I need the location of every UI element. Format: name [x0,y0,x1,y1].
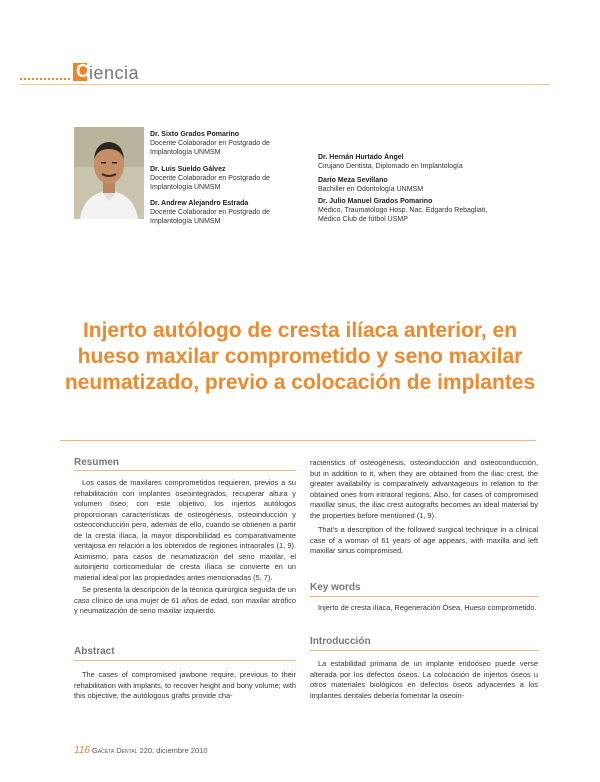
keywords-text: Injerto de cresta ilíaca, Regeneración Ósea, Hueso comprometido. [318,603,537,612]
intro-body [310,659,538,701]
author-role: Docente Colaborador en Postgrado de Implantología UNMSM [150,209,270,225]
author-name: Dr. Hernán Hurtado Ángel [318,154,404,161]
author-entry [318,153,488,171]
abstract-heading: Abstract [74,646,115,657]
resumen-divider [74,470,296,471]
right-column-body [310,458,538,557]
section-name: iencia [89,63,140,83]
keywords-heading: Key words [310,582,361,593]
abstract-header [74,645,296,659]
keywords-divider [310,596,538,597]
author-role: Docente Colaborador en Postgrado de Implantología UNMSM [150,175,270,191]
resumen-heading: Resumen [74,457,120,468]
author-role: Bachiller en Odontología UNMSM [318,186,424,193]
author-name: Dr. Luis Sueldo Gálvez [150,166,226,173]
title-divider [60,440,536,441]
resumen-paragraph: Los casos de maxilares comprometidos requieren, previos a su rehabilitación con implantes oseointegrados, recuperar altura y volumen óseo; con este objetivo, los injertos autólogos proporcionan características de osteogénesis, osteoinducción y osteoconducción pero, además de ello, cuando se obtienen a partir de la cresta ilíaca, la mayor disponibilidad es comparativamente ventajosa en relación a los obtenidos de regiones intraorales (1, 9). Asimismo, para casos de neumatización del seno maxilar, el autoinjerto corticomedular de cresta ilíaca se convierte en un material ideal por las propiedades antes mencionadas (5, 7). [74,478,296,582]
abstract-body [74,670,296,702]
author-entry [318,197,488,224]
author-entry [318,176,488,194]
author-entry [150,130,310,157]
author-role: Cirujano Dentista, Diplomado en Implantología [318,163,463,170]
section-first-letter: C [76,61,89,81]
author-entry [150,165,310,192]
author-photo [74,127,144,219]
issue-info: 220, diciembre 2010 [139,746,208,755]
author-entry [150,199,310,226]
intro-header [310,635,538,649]
keywords-body [310,603,538,614]
intro-paragraph: La estabilidad primaria de un implante endoóseo puede verse alterada por los defectos óseos. La colocación de injertos óseos u otros materiales biológicos en defectos óseos adyacentes a los implantes dentales debería fomentar la oseoin- [310,659,538,700]
author-role: Docente Colaborador en Postgrado de Implantología UNMSM [150,140,270,156]
intro-heading: Introducción [310,636,371,647]
section-dots-decoration [20,78,70,80]
publication-name: Gaceta Dental [92,746,138,755]
author-name: Dr. Julio Manuel Grados Pomarino [318,198,433,205]
author-name: Dr. Andrew Alejandro Estrada [150,200,249,207]
page-footer [74,746,208,756]
left-column [74,456,296,470]
author-name: Dr. Sixto Grados Pomarino [150,131,240,138]
resumen-body [74,478,296,617]
abstract-divider [74,660,296,661]
section-underline [20,84,550,85]
abstract-paragraph: That's a description of the followed surgical technique in a clinical case of a woman of 61 years of age appears, with maxilla and left maxillar sinus compromised. [310,525,538,555]
abstract-continuation: racteristics of osteogénesis, osteoinducción and osteoconducción, but in addition to it, when they are obtained from the iliac crest, the greater availability is comparatively advantageous in relation to the obtained ones from intraoral regions. Also, for cases of compromised maxillar sinus, the iliac crest autografts becomes an ideal material by the properties before mentioned (1, 9). [310,458,538,520]
resumen-paragraph: Se presenta la descripción de la técnica quirúrgica seguida de un caso clínico de una mujer de 61 años de edad, con maxilar atrófico y neumatización de seno maxilar izquierdo. [74,585,296,615]
intro-divider [310,650,538,651]
author-name: Darío Meza Sevillano [318,177,388,184]
abstract-paragraph: The cases of compromised jawbone require, previous to their rehabilitation with implants, to recover height and bony volume; with this objective, the autólogous grafts provide cha- [74,670,296,700]
author-role: Médico, Traumatólogo Hosp. Nac. Edgardo Rebagliati, Médico Club de fútbol USMP [318,207,488,223]
keywords-header [310,581,538,595]
page-number: 116 [74,745,90,756]
article-title: Injerto autólogo de cresta ilíaca anterior, en hueso maxilar comprometido y seno maxilar neumatizado, previo a colocación de implantes [64,319,536,394]
